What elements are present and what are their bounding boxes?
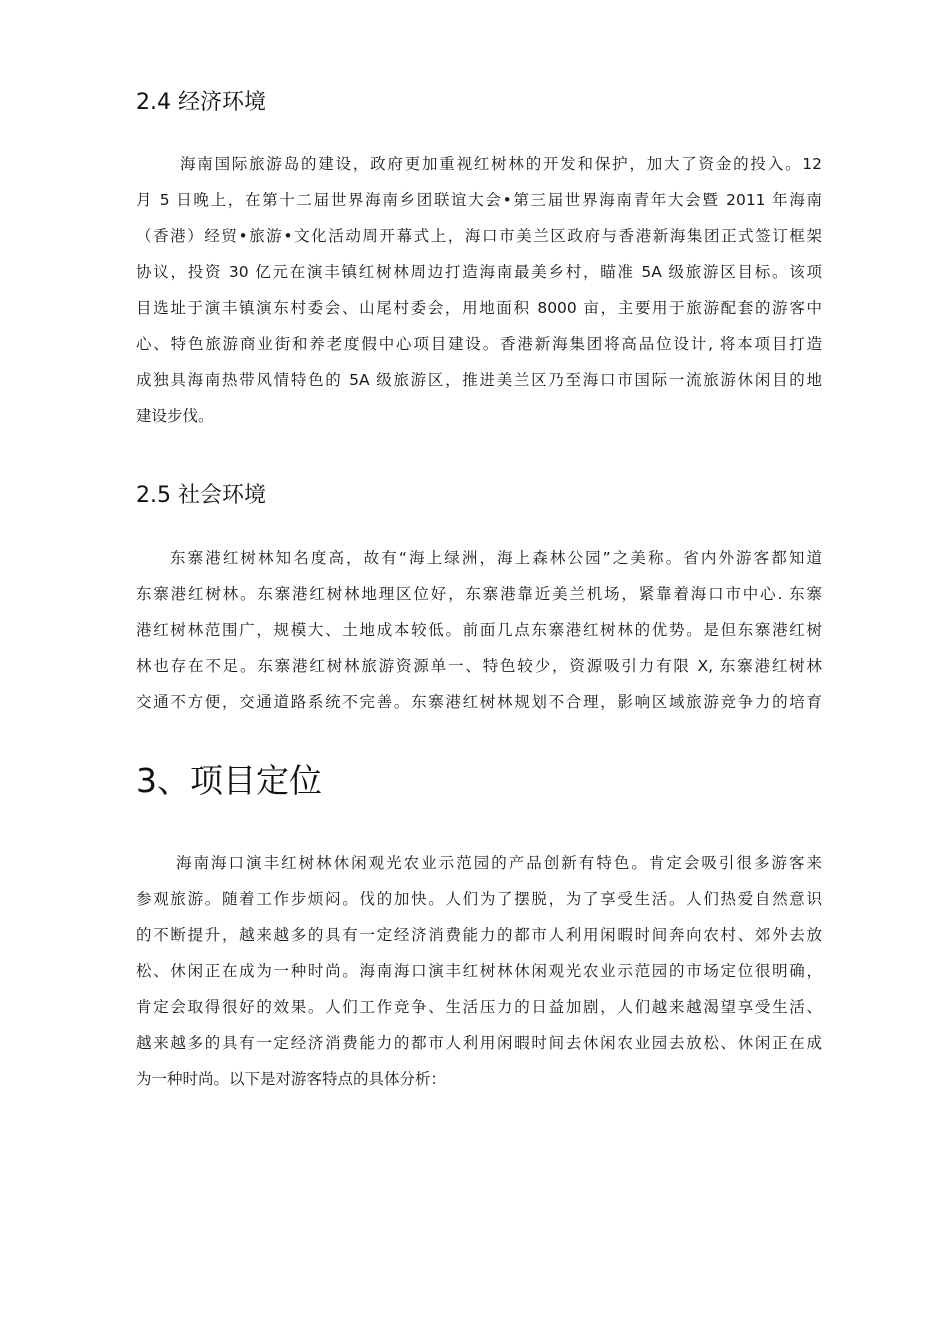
- paragraph-line: （香港）经贸•旅游•文化活动周开幕式上，海口市美兰区政府与香港新海集团正式签订框架: [136, 227, 822, 245]
- paragraph-line: 林也存在不足。东寨港红树林旅游资源单一、特色较少，资源吸引力有限 X, 东寨港红树林: [136, 657, 822, 675]
- paragraph-line: 肯定会取得很好的效果。人们工作竞争、生活压力的日益加剧，人们越来越渴望享受生活、: [136, 998, 822, 1016]
- paragraph-line: 月 5 日晚上，在第十二届世界海南乡团联谊大会•第三届世界海南青年大会暨 2011 年海南: [136, 191, 822, 209]
- paragraph-line: 建设步伐。: [136, 407, 214, 425]
- heading-2-5: 2.5 社会环境: [136, 483, 266, 508]
- paragraph-line: 松、休闲正在成为一种时尚。海南海口演丰红树林休闲观光农业示范园的市场定位很明确，: [136, 962, 822, 980]
- paragraph-line: 海南海口演丰红树林休闲观光农业示范园的产品创新有特色。肯定会吸引很多游客来: [176, 854, 822, 872]
- paragraph-line: 的不断提升，越来越多的具有一定经济消费能力的都市人利用闲暇时间奔向农村、郊外去放: [136, 926, 822, 944]
- paragraph-line: 东寨港红树林知名度高，故有“海上绿洲，海上森林公园”之美称。省内外游客都知道: [170, 549, 822, 567]
- paragraph-project-positioning: [136, 845, 822, 1097]
- paragraph-line: 交通不方便，交通道路系统不完善。东寨港红树林规划不合理，影响区域旅游竞争力的培育: [136, 693, 822, 711]
- paragraph-line: 参观旅游。随着工作步烦闷。伐的加快。人们为了摆脱，为了享受生活。人们热爱自然意识: [136, 890, 822, 908]
- paragraph-line: 目选址于演丰镇演东村委会、山尾村委会，用地面积 8000 亩，主要用于旅游配套的游客中: [136, 299, 822, 317]
- paragraph-line: 协议，投资 30 亿元在演丰镇红树林周边打造海南最美乡村，瞄准 5A 级旅游区目标。该项: [136, 263, 822, 281]
- paragraph-economic-environment: [136, 146, 822, 434]
- paragraph-line: 海南国际旅游岛的建设，政府更加重视红树林的开发和保护，加大了资金的投入。12: [180, 155, 822, 173]
- paragraph-line: 心、特色旅游商业街和养老度假中心项目建设。香港新海集团将高品位设计, 将本项目打造: [136, 335, 822, 353]
- paragraph-line: 为一种时尚。以下是对游客特点的具体分析：: [136, 1070, 447, 1088]
- paragraph-line: 越来越多的具有一定经济消费能力的都市人利用闲暇时间去休闲农业园去放松、休闲正在成: [136, 1034, 822, 1052]
- heading-3-project-positioning: 3、项目定位: [136, 761, 322, 800]
- paragraph-social-environment: [136, 540, 822, 720]
- paragraph-line: 东寨港红树林。东寨港红树林地理区位好，东寨港靠近美兰机场，紧靠着海口市中心. 东寨: [136, 585, 822, 603]
- heading-2-4: 2.4 经济环境: [136, 90, 266, 115]
- paragraph-line: 港红树林范围广，规模大、土地成本较低。前面几点东寨港红树林的优势。是但东寨港红树: [136, 621, 822, 639]
- paragraph-line: 成独具海南热带风情特色的 5A 级旅游区，推进美兰区乃至海口市国际一流旅游休闲目的地: [136, 371, 822, 389]
